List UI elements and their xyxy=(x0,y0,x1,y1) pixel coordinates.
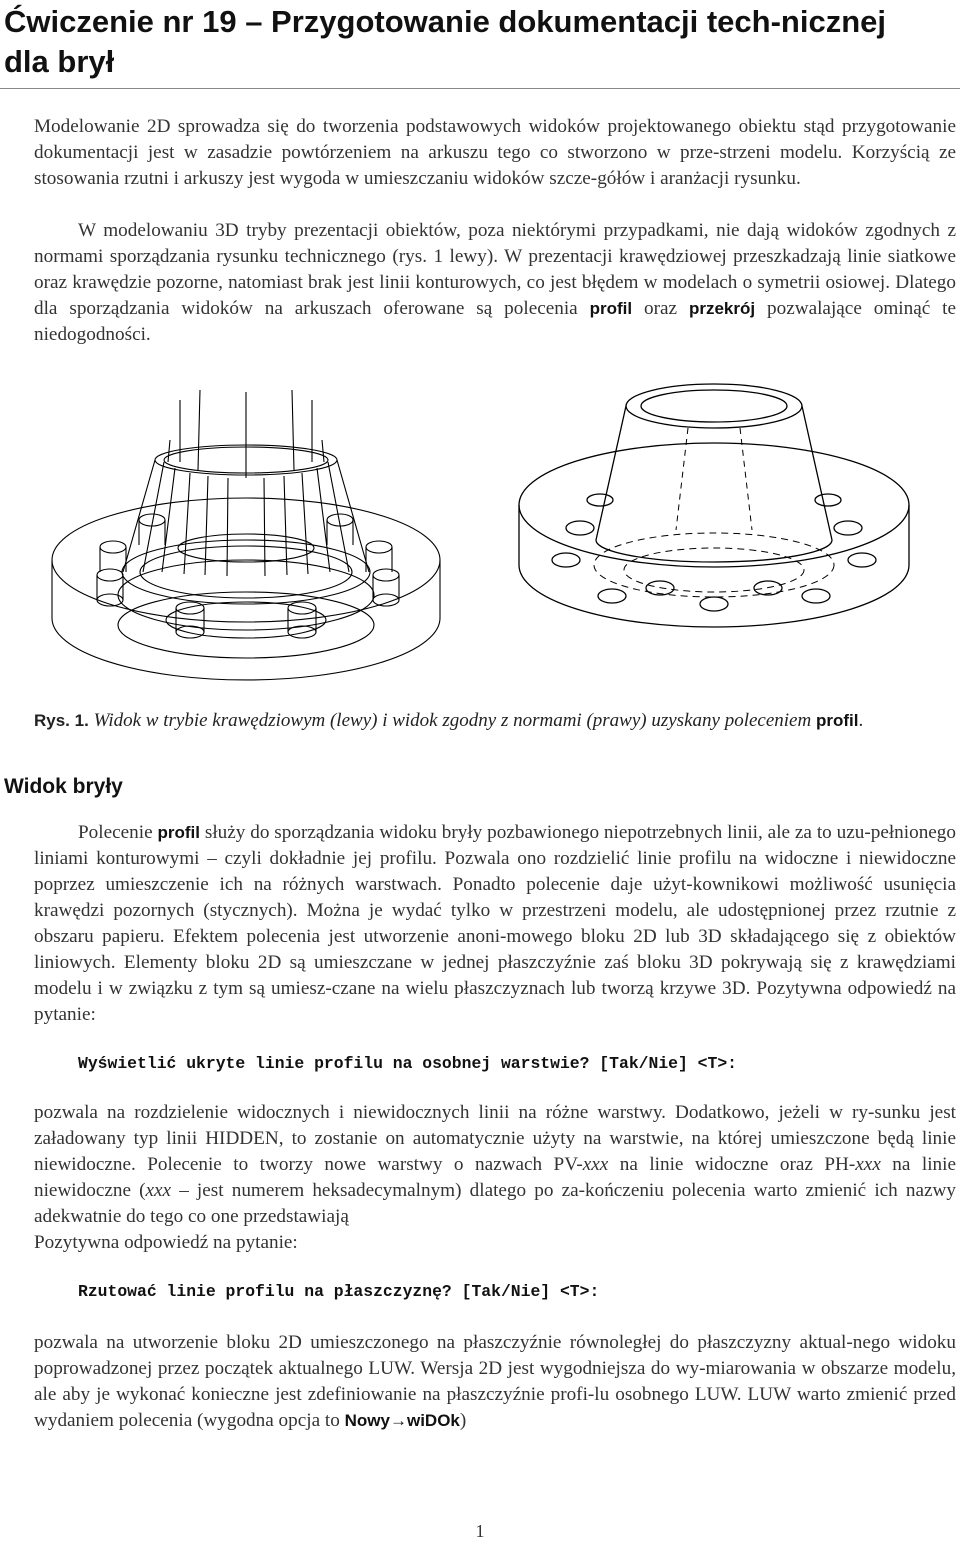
page-title: Ćwiczenie nr 19 – Przygotowanie dokumentacji tech-nicznej dla brył xyxy=(4,4,887,79)
section-paragraph-4 xyxy=(34,1330,956,1434)
flange-figure xyxy=(0,372,960,702)
figure-caption-command: profil xyxy=(815,711,859,730)
title-rule xyxy=(0,88,960,89)
section-p4-end: ) xyxy=(459,1410,467,1431)
section-p1-rest: służy do sporządzania widoku bryły pozbawionego niepotrzebnych linii, ale za to uzu-pełnionego liniami konturowymi – czyli dokładnie jej profilu. Pozwala ono rozdzielić linie profilu na widoczne i niewidoczne poprzez umieszczenie ich na różnych warstwach. Ponadto polecenie daje użyt-kownikowi możliwość usunięcia krawędzi pozornych (stycznych). Można je wydać tylko w przestrzeni modelu, ale udostępnionej przez rzutnie z obszaru papieru. Efektem polecenia jest utworzenie anoni-mowego bloku 2D lub 3D składającego się z obiektów liniowych. Elementy bloku 2D są umieszczane w jednej płaszczyźnie zaś bloku 3D pokrywają się z krawędziami modelu i w związku z tym są umiesz-czane na wielu płaszczyznach lub tworzą krzywe 3D. Pozytywna odpowiedź na pytanie: xyxy=(34,822,956,1025)
section-p2-d: – jest numerem heksadecymalnym) dlatego po za-kończeniu polecenia warto zmienić ich nazwy adekwatnie do tego co one przedstawiają xyxy=(34,1180,956,1227)
profile-flange-right xyxy=(519,384,909,627)
placeholder-xxx-2: xxx xyxy=(855,1154,881,1175)
section-p2-a: pozwala na rozdzielenie widocznych i niewidocznych linii na różne warstwy. Dodatkowo, jeżeli w ry-sunku jest załadowany typ linii HIDDEN, to zostanie on automatycznie użyty na warstwie, na której umieszczone będą linie niewidoczne. Polecenie to tworzy nowe warstwy o nazwach PV- xyxy=(34,1102,956,1175)
intro-paragraph-1: Modelowanie 2D sprowadza się do tworzenia podstawowych widoków projektowanego obiektu stąd przygotowanie dokumentacji jest w zasadzie powtórzeniem na arkuszu tego co stworzono w prze-strzeni modelu. Korzyścią ze stosowania rzutni i arkuszy jest wygoda w umieszczaniu widoków szcze-gółów i aranżacji rysunku. xyxy=(34,116,956,189)
figure-caption xyxy=(34,708,956,734)
intro-paragraph-2 xyxy=(34,218,956,348)
figure-caption-text: Widok w trybie krawędziowym (lewy) i widok zgodny z normami (prawy) uzyskany poleceniem xyxy=(93,710,812,731)
command-nowy-widok: Nowy→wiDOk xyxy=(344,1411,460,1430)
section-p2-c: na linie niewidoczne ( xyxy=(34,1154,956,1201)
figure-caption-label: Rys. 1. xyxy=(34,711,89,730)
command-przekroj: przekrój xyxy=(688,299,756,318)
intro-p2-mid: oraz xyxy=(632,298,689,319)
section-heading: Widok bryły xyxy=(4,775,123,798)
command-profil-2: profil xyxy=(157,823,200,842)
placeholder-xxx-3: xxx xyxy=(145,1180,172,1201)
intro-p2-start: W modelowaniu 3D tryby prezentacji obiektów, poza niektórymi przypadkami, nie dają widoków zgodnych z normami sporządzania rysunku technicznego (rys. 1 lewy). W prezentacji krawędziowej przeszkadzają linie siatkowe oraz krawędzie pozorne, natomiast brak jest linii konturowych, co jest błędem w modelach o symetrii osiowej. Dlatego dla sporządzania widoków na arkuszach oferowane są polecenia xyxy=(34,220,956,319)
section-p1-start: Polecenie xyxy=(78,822,158,843)
intro-p2-end: pozwalające ominąć te niedogodności. xyxy=(34,298,956,345)
wireframe-flange-left xyxy=(52,390,440,680)
section-p2-b: na linie widoczne oraz PH- xyxy=(608,1154,856,1175)
section-paragraph-3: Pozytywna odpowiedź na pytanie: xyxy=(34,1232,298,1253)
section-paragraph-2 xyxy=(34,1100,956,1230)
page-number: 1 xyxy=(475,1521,485,1541)
command-profil: profil xyxy=(589,299,633,318)
placeholder-xxx-1: xxx xyxy=(582,1154,609,1175)
figure-caption-end: . xyxy=(858,710,864,731)
prompt-hidden-lines: Wyświetlić ukryte linie profilu na osobnej warstwie? [Tak/Nie] <T>: xyxy=(78,1054,738,1073)
section-p4-start: pozwala na utworzenie bloku 2D umieszczonego na płaszczyźnie równoległej do płaszczyzny aktual-nego widoku poprowadzonej przez początek aktualnego LUW. Wersja 2D jest wygodniejsza do wy-miarowania w obszarze modelu, ale aby je wykonać konieczne jest zdefiniowanie na płaszczyźnie profi-lu osobnego LUW. LUW warto zmienić przed wydaniem polecenia (wygodna opcja to xyxy=(34,1332,956,1431)
prompt-project-lines: Rzutować linie profilu na płaszczyznę? [Tak/Nie] <T>: xyxy=(78,1282,600,1301)
section-paragraph-1 xyxy=(34,820,956,1028)
